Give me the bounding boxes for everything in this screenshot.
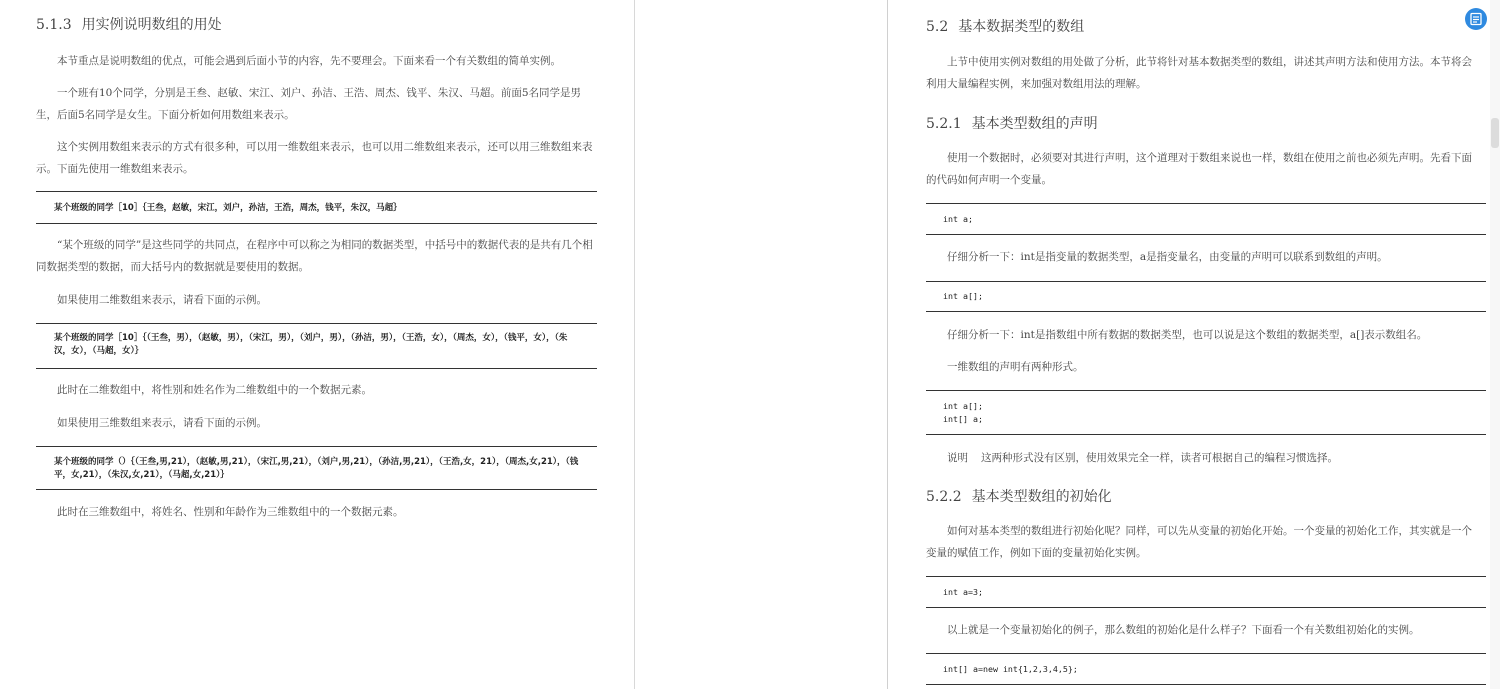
code-rule-top bbox=[926, 390, 1486, 391]
paragraph: 一维数组的声明有两种形式。 bbox=[947, 361, 1084, 373]
heading-number: 5.2.2 bbox=[926, 489, 962, 505]
document-tools-button[interactable] bbox=[1465, 8, 1487, 30]
section-heading-5-2-1 bbox=[926, 113, 1098, 133]
paragraph: 一个班有10个同学，分别是王叁、赵敏、宋江、刘户、孙洁、王浩、周杰、钱平、朱汉、马超。前面5名同学是男生，后面5名同学是女生。下面分析如何用数组来表示。 bbox=[36, 87, 582, 121]
code-block: int a[]; bbox=[943, 291, 983, 301]
code-rule-top bbox=[926, 281, 1486, 282]
code-rule-bottom bbox=[926, 684, 1486, 685]
paragraph: 此时在二维数组中，将性别和姓名作为二维数组中的一个数据元素。 bbox=[57, 384, 372, 396]
code-rule-bottom bbox=[926, 234, 1486, 235]
heading-text: 用实例说明数组的用处 bbox=[81, 17, 222, 33]
code-block: int[] a=new int{1,2,3,4,5}; bbox=[943, 664, 1078, 674]
heading-text: 基本数据类型的数组 bbox=[958, 19, 1085, 35]
scrollbar-thumb[interactable] bbox=[1491, 118, 1499, 148]
heading-number: 5.2.1 bbox=[926, 116, 962, 132]
code-line: int[] a; bbox=[943, 414, 983, 424]
code-block: int a=3; bbox=[943, 587, 983, 597]
code-rule-bottom bbox=[36, 489, 597, 490]
code-rule-top bbox=[926, 576, 1486, 577]
paragraph: 仔细分析一下：int是指数组中所有数据的数据类型，也可以说是这个数组的数据类型，a[]表示数组名。 bbox=[947, 329, 1428, 341]
paragraph: 仔细分析一下：int是指变量的数据类型，a是指变量名，由变量的声明可以联系到数组的声明。 bbox=[947, 251, 1388, 263]
document-tools-icon bbox=[1469, 12, 1483, 26]
code-rule-bottom bbox=[926, 434, 1486, 435]
paragraph: 如果使用二维数组来表示，请看下面的示例。 bbox=[57, 294, 267, 306]
paragraph: “某个班级的同学”是这些同学的共同点，在程序中可以称之为相同的数据类型，中括号中的数据代表的是共有几个相同数据类型的数据，而大括号内的数据就是要使用的数据。 bbox=[36, 239, 593, 273]
heading-text: 基本类型数组的声明 bbox=[971, 116, 1098, 132]
section-heading-5-1-3 bbox=[36, 14, 222, 34]
vertical-scrollbar[interactable] bbox=[1490, 0, 1500, 689]
paragraph: 如何对基本类型的数组进行初始化呢？同样，可以先从变量的初始化开始。一个变量的初始化工作，其实就是一个变量的赋值工作，例如下面的变量初始化实例。 bbox=[926, 525, 1472, 559]
code-rule-top bbox=[36, 446, 597, 447]
code-block: 某个班级的同学［10］｛（王叁，男），（赵敏，男），（宋江，男），（刘户，男），（孙洁，男），（王浩，女），（周杰，女），（钱平，女），（朱汉，女），（马超，女）｝ bbox=[54, 333, 568, 356]
paragraph: 如果使用三维数组来表示，请看下面的示例。 bbox=[57, 417, 267, 429]
code-line: int a[]; bbox=[943, 401, 983, 411]
note bbox=[926, 447, 1478, 469]
heading-text: 基本类型数组的初始化 bbox=[971, 489, 1112, 505]
note-label: 说明 bbox=[947, 452, 968, 464]
code-rule-top bbox=[926, 653, 1486, 654]
left-page bbox=[0, 0, 634, 689]
paragraph: 这个实例用数组来表示的方式有很多种，可以用一维数组来表示，也可以用二维数组来表示，还可以用三维数组来表示。下面先使用一维数组来表示。 bbox=[36, 141, 593, 175]
code-block: int a; bbox=[943, 214, 973, 224]
code-block: 某个班级的同学［10］｛王叁，赵敏，宋江，刘户，孙洁，王浩，周杰，钱平，朱汉，马超｝ bbox=[54, 203, 402, 213]
code-rule-bottom bbox=[926, 311, 1486, 312]
paragraph: 上节中使用实例对数组的用处做了分析，此节将针对基本数据类型的数组，讲述其声明方法和使用方法。本节将会利用大量编程实例，来加强对数组用法的理解。 bbox=[926, 56, 1472, 90]
section-heading-5-2 bbox=[926, 16, 1084, 36]
paragraph: 此时在三维数组中，将姓名、性别和年龄作为三维数组中的一个数据元素。 bbox=[57, 506, 404, 518]
heading-number: 5.1.3 bbox=[36, 17, 72, 33]
code-block: 某个班级的同学（）｛（王叁,男,21），（赵敏,男,21），（宋江,男,21），（刘户,男,21），（孙洁,男,21），（王浩,女，21），（周杰,女,21），（钱平，女,21），（朱汉,女,21），（马超,女,21）｝ bbox=[54, 457, 579, 480]
note-text: 这两种形式没有区别，使用效果完全一样，读者可根据自己的编程习惯选择。 bbox=[981, 452, 1338, 464]
paragraph: 使用一个数据时，必须要对其进行声明，这个道理对于数组来说也一样，数组在使用之前也必须先声明。先看下面的代码如何声明一个变量。 bbox=[926, 152, 1472, 186]
code-rule-top bbox=[36, 191, 597, 192]
code-rule-top bbox=[36, 323, 597, 324]
code-rule-top bbox=[926, 203, 1486, 204]
right-page bbox=[887, 0, 1500, 689]
code-rule-bottom bbox=[36, 368, 597, 369]
heading-number: 5.2 bbox=[926, 19, 949, 35]
code-rule-bottom bbox=[36, 223, 597, 224]
section-heading-5-2-2 bbox=[926, 486, 1112, 506]
paragraph: 以上就是一个变量初始化的例子，那么数组的初始化是什么样子？下面看一个有关数组初始化的实例。 bbox=[947, 624, 1420, 636]
page-gutter bbox=[634, 0, 887, 689]
code-rule-bottom bbox=[926, 607, 1486, 608]
paragraph: 本节重点是说明数组的优点，可能会遇到后面小节的内容，先不要理会。下面来看一个有关数组的简单实例。 bbox=[57, 55, 561, 67]
